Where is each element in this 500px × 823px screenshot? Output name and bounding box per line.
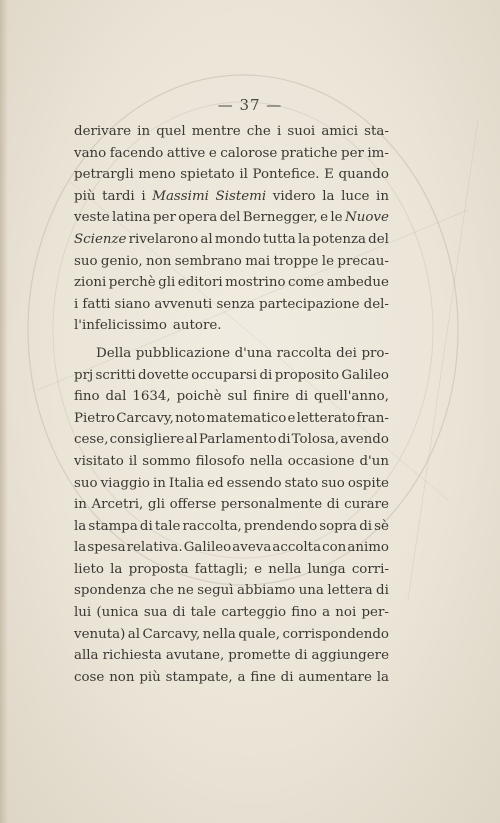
text-line: cese, consigliere al Parlamento di Tolosa, avendo: [74, 432, 389, 448]
text-line: suo viaggio in Italia ed essendo stato suo ospite: [74, 475, 389, 491]
text-line: fino dal 1634, poichè sul finire di quell'anno,: [74, 389, 389, 405]
text-line: visitato il sommo filosofo nella occasione d'un: [74, 453, 389, 469]
text-line: in Arcetri, gli offerse personalmente di curare: [74, 497, 389, 513]
text-line: la stampa di tale raccolta, prendendo sopra di sè: [74, 518, 389, 534]
text-line: lui (unica sua di tale carteggio fino a noi per-: [74, 605, 389, 621]
text-line: alla richiesta avutane, promette di aggiungere: [74, 648, 389, 664]
text-line: cose non più stampate, a fine di aumentare la: [74, 669, 389, 685]
text-line: Scienze rivelarono al mondo tutta la potenza del: [74, 231, 389, 247]
text-line: derivare in quel mentre che i suoi amici sta-: [74, 124, 389, 139]
body-text: [74, 121, 389, 688]
page-number: — 37 —: [217, 96, 283, 114]
text-line: zioni perchè gli editori mostrino come ambedue: [74, 275, 389, 291]
text-line: lieto la proposta fattagli; e nella lunga corri-: [74, 561, 389, 577]
text-line: più tardi i Massimi Sistemi videro la luce in: [74, 188, 389, 204]
text-line: Pietro Carcavy, noto matematico e letterato fran-: [74, 410, 389, 426]
text-line: l'infelicissimo autore.: [74, 318, 222, 334]
text-line: suo genio, non sembrano mai troppe le precau-: [74, 253, 389, 269]
text-line: la spesa relativa. Galileo aveva accolta con animo: [74, 540, 389, 556]
text-line: vano facendo attive e calorose pratiche per im-: [74, 145, 389, 161]
text-line: veste latina per opera del Bernegger, e le Nuove: [74, 210, 389, 226]
text-line: prj scritti dovette occuparsi di proposito Galileo: [74, 367, 389, 383]
text-line: venuta) al Carcavy, nella quale, corrispondendo: [74, 626, 389, 642]
text-line: Della pubblicazione d'una raccolta dei pro-: [96, 345, 389, 361]
text-line: spondenza che ne seguì abbiamo una lettera di: [74, 583, 389, 599]
text-line: petrargli meno spietato il Pontefice. E quando: [74, 167, 389, 183]
text-line: i fatti siano avvenuti senza partecipazione del-: [74, 296, 389, 312]
page-edge-shadow: [0, 0, 8, 823]
